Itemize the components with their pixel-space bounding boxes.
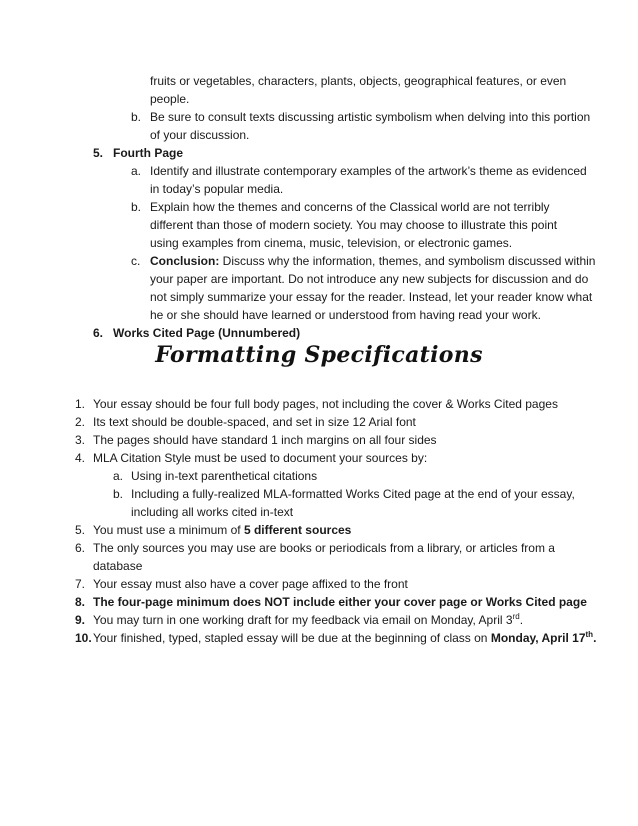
- list-marker: 6.: [93, 326, 104, 340]
- format-item-2: 2. Its text should be double-spaced, and set in size 12 Arial font: [75, 415, 416, 429]
- item-a-continuation-line1: fruits or vegetables, characters, plants, objects, geographical features, or even: [150, 74, 567, 88]
- fourth-c-line2: your paper are important. Do not introduce any new subjects for discussion and do: [150, 272, 589, 286]
- item-b-line1: Be sure to consult texts discussing artistic symbolism when delving into this portion: [150, 110, 591, 124]
- list-marker: 5.: [93, 146, 104, 160]
- list-marker: b.: [131, 200, 142, 214]
- format-item-4: 4. MLA Citation Style must be used to document your sources by:: [75, 451, 428, 465]
- fourth-c-line3: not simply summarize your essay for the reader. Instead, let your reader know what: [150, 290, 593, 304]
- item-a-continuation-line2: people.: [150, 92, 190, 106]
- item-b-line2: of your discussion.: [150, 128, 250, 142]
- fourth-c-line1: Conclusion: Discuss why the information, themes, and symbolism discussed within: [150, 254, 596, 268]
- fourth-b-line2: different than those of modern society. You may choose to illustrate this point: [150, 218, 558, 232]
- fourth-c-line4: he or she should have learned or understood from having read your work.: [150, 308, 541, 322]
- format-item-6-line1: 6. The only sources you may use are books or periodicals from a library, or articles from a: [75, 541, 555, 555]
- conclusion-label: Conclusion:: [150, 254, 220, 268]
- format-item-7: 7. Your essay must also have a cover page affixed to the front: [75, 577, 408, 591]
- format-item-1: 1. Your essay should be four full body pages, not including the cover & Works Cited pages: [75, 397, 558, 411]
- section-title-fourth-page: Fourth Page: [113, 146, 184, 160]
- format-item-10: 10.Your finished, typed, stapled essay will be due at the beginning of class on Monday, April 17th.: [75, 630, 597, 645]
- formatting-heading: Formatting Specifications: [155, 342, 483, 368]
- format-item-3: 3. The pages should have standard 1 inch margins on all four sides: [75, 433, 437, 447]
- format-item-5: 5. You must use a minimum of 5 different sources: [75, 523, 352, 537]
- list-marker: a.: [131, 164, 142, 178]
- format-sub-a: a. Using in-text parenthetical citations: [113, 469, 318, 483]
- format-item-9: 9. You may turn in one working draft for my feedback via email on Monday, April 3rd.: [75, 612, 524, 627]
- fourth-b-line3: using examples from cinema, music, television, or electronic games.: [150, 236, 513, 250]
- format-item-8: 8. The four-page minimum does NOT include either your cover page or Works Cited page: [75, 595, 587, 609]
- format-sub-b-line1: b. Including a fully-realized MLA-formatted Works Cited page at the end of your essay,: [113, 487, 575, 501]
- section-title-works-cited: Works Cited Page (Unnumbered): [113, 326, 301, 340]
- format-item-6-line2: database: [93, 559, 143, 573]
- fourth-b-line1: Explain how the themes and concerns of the Classical world are not terribly: [150, 200, 550, 214]
- fourth-a-line2: in today’s popular media.: [150, 182, 284, 196]
- list-marker: c.: [131, 254, 141, 268]
- fourth-a-line1: Identify and illustrate contemporary examples of the artwork’s theme as evidenced: [150, 164, 587, 178]
- list-marker: b.: [131, 110, 142, 124]
- format-sub-b-line2: including all works cited in-text: [131, 505, 294, 519]
